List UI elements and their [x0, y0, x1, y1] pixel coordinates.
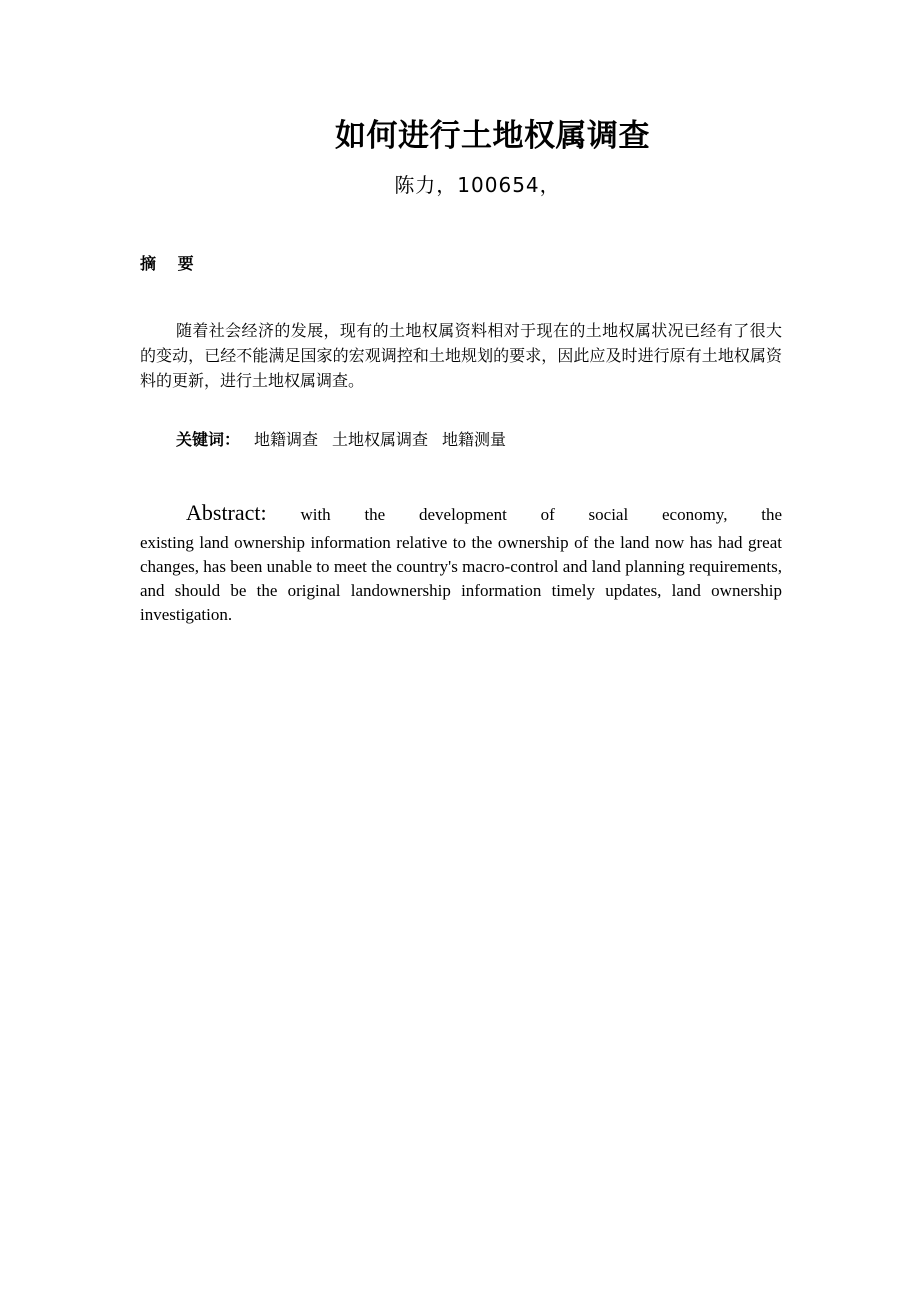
keywords-line: [176, 428, 782, 452]
abstract-english-label: Abstract:: [186, 500, 267, 525]
abstract-english: [140, 497, 782, 627]
author-line: 陈力，100654，: [394, 173, 561, 197]
abstract-english-first-line-text: with the development of social economy, the: [266, 505, 782, 524]
abstract-chinese-text: 随着社会经济的发展，现有的土地权属资料相对于现在的土地权属状况已经有了很大的变动，已经不能满足国家的宏观调控和土地规划的要求，因此应及时进行原有土地权属资料的更新，进行土地权属调查。: [140, 321, 782, 390]
abstract-heading: 摘 要: [140, 254, 202, 273]
keyword-item: 土地权属调查: [332, 430, 429, 449]
abstract-english-first-line: [140, 497, 782, 531]
document-title: 如何进行土地权属调查: [335, 118, 650, 154]
abstract-english-text: existing land ownership information relative to the ownership of the land now has had great changes, has been unable to meet the country's macro-control and land planning requirements, and should be the original landownership information timely updates, land ownership investigation.: [140, 533, 782, 624]
keyword-item: 地籍调查: [254, 430, 319, 449]
keywords-label: 关键词：: [176, 430, 241, 449]
keyword-item: 地籍测量: [442, 430, 507, 449]
